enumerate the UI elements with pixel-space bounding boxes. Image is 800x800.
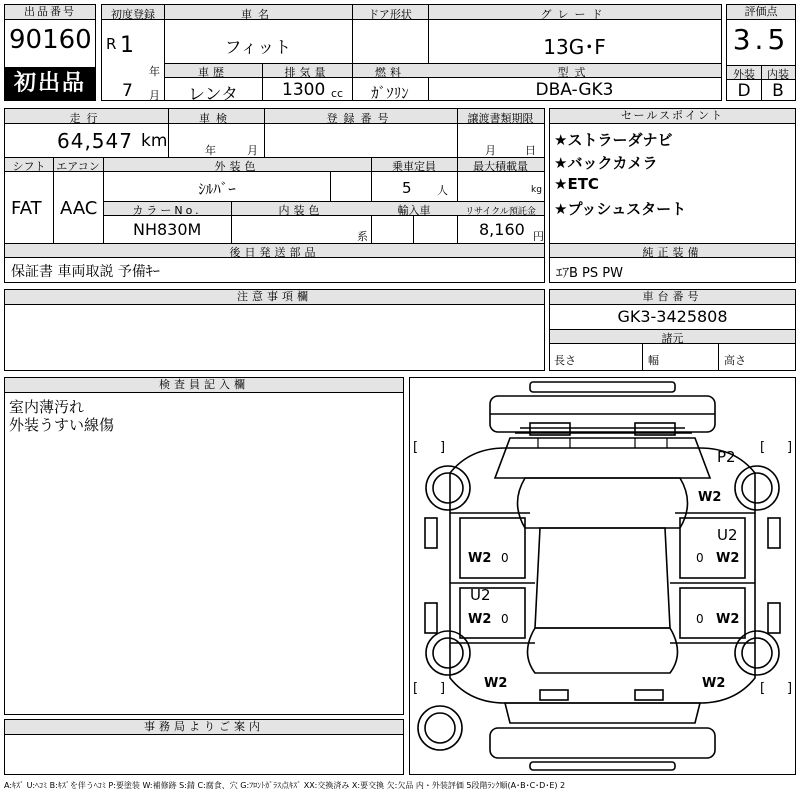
first-listing-badge: 初出品 xyxy=(5,67,95,100)
damage-mark-w2: W2 xyxy=(698,490,722,505)
model-code-label: 型式 xyxy=(557,66,592,79)
color-no-label: カラーNo. xyxy=(132,204,202,217)
mark-bracket-left-top: [ xyxy=(413,440,419,455)
damage-mark-zero: 0 xyxy=(501,612,509,626)
displacement-unit: cc xyxy=(331,87,344,100)
damage-mark-p2: P2 xyxy=(717,448,736,466)
lot-number-label: 出品番号 xyxy=(5,5,95,20)
inspector-line: 外装うすい線傷 xyxy=(9,416,115,434)
inspection-month-unit: 月 xyxy=(247,144,258,157)
legend-text: A:ｷｽﾞ U:ﾍｺﾐ B:ｷｽﾞを伴うﾍｺﾐ P:要塗装 W:補修跡 S:錆 C:腐食、穴 G:ﾌﾛﾝﾄｶﾞﾗｽ点ｷｽﾞ XX:交換済み X:要交換 欠:欠品 内・外装評価 5段階ﾗﾝｸ順(A･B･C･D･E) 2 xyxy=(4,781,566,790)
exterior-color: ｼﾙﾊﾞｰ xyxy=(198,180,236,198)
sales-point-item: ★ETC xyxy=(554,175,599,193)
sales-points-box xyxy=(549,108,796,283)
vehicle-info-table xyxy=(101,4,722,105)
history-label: 車歴 xyxy=(198,66,228,79)
inspector-label: 検査員記入欄 xyxy=(5,378,403,393)
lot-number-box xyxy=(4,4,96,101)
car-name-label: 車名 xyxy=(241,8,275,21)
exterior-score: D xyxy=(737,81,751,101)
damage-mark-zero: 0 xyxy=(696,551,704,565)
later-parts: 保証書 車両取説 予備ｷｰ xyxy=(11,264,160,280)
genuine-equipment: ｴｱB PS PW xyxy=(556,266,623,281)
mark-bracket-right-top-close: ] xyxy=(787,440,793,455)
mark-bracket-right-top: [ xyxy=(760,440,766,455)
import-label: 輸入車 xyxy=(397,204,431,217)
length-label: 長さ xyxy=(554,354,576,367)
mileage: 64,547 xyxy=(57,129,133,153)
damage-mark-w2: W2 xyxy=(468,551,492,566)
max-load-unit: kg xyxy=(531,185,542,195)
inspection-year-unit: 年 xyxy=(205,144,216,157)
damage-mark-w2: W2 xyxy=(716,612,740,627)
transfer-day-unit: 日 xyxy=(525,144,536,157)
damage-mark-zero: 0 xyxy=(501,551,509,565)
mileage-unit: km xyxy=(141,131,168,151)
later-parts-label: 後日発送部品 xyxy=(229,246,320,259)
displacement-label: 排気量 xyxy=(284,66,330,79)
damage-mark-w2: W2 xyxy=(484,676,508,691)
damage-mark-u2: U2 xyxy=(717,526,738,544)
inspector-line: 室内薄汚れ xyxy=(9,398,85,416)
interior-color-unit: 系 xyxy=(357,230,368,243)
reg-number-label: 登録番号 xyxy=(326,112,395,125)
vehicle-history: レンタ xyxy=(188,85,238,105)
displacement: 1300 xyxy=(282,80,326,100)
chassis-number: GK3-3425808 xyxy=(617,307,728,326)
office-label: 事務局よりご案内 xyxy=(5,720,403,735)
registration-year: 1 xyxy=(120,33,134,58)
damage-mark-w2: W2 xyxy=(468,612,492,627)
mileage-label: 走行 xyxy=(69,112,104,125)
inspection-label: 車検 xyxy=(199,112,233,125)
shift-label: シフト xyxy=(12,160,46,173)
exterior-color-label: 外装色 xyxy=(214,160,260,173)
aircon-type: AAC xyxy=(60,198,98,219)
sales-points-label: セールスポイント xyxy=(550,109,795,124)
car-name: フィット xyxy=(224,38,292,58)
max-load-label: 最大積載量 xyxy=(473,160,528,173)
lot-number: 90160 xyxy=(9,25,92,55)
fuel-label: 燃料 xyxy=(375,66,405,79)
inspector-box xyxy=(4,377,404,715)
capacity-label: 乗車定員 xyxy=(392,160,436,173)
damage-mark-u2: U2 xyxy=(470,586,491,604)
sales-point-item: ★バックカメラ xyxy=(554,154,658,172)
registration-era: R xyxy=(106,35,117,53)
score-box xyxy=(726,4,796,101)
car-damage-diagram xyxy=(409,377,796,775)
registration-year-unit: 年 xyxy=(149,65,160,78)
damage-mark-zero: 0 xyxy=(696,612,704,626)
transfer-month-unit: 月 xyxy=(485,144,496,157)
mark-bracket-left-bottom: [ xyxy=(413,681,419,696)
notes-label: 注意事項欄 xyxy=(5,290,544,305)
chassis-label: 車台番号 xyxy=(550,290,795,305)
sales-point-item: ★プッシュスタート xyxy=(554,200,687,218)
notes-box xyxy=(4,289,545,371)
fuel-type: ｶﾞｿﾘﾝ xyxy=(371,84,409,102)
registration-month-unit: 月 xyxy=(149,89,160,102)
score-label: 評価点 xyxy=(727,5,795,20)
recycle-fee-unit: 円 xyxy=(533,230,544,243)
door-label: ドア形状 xyxy=(368,8,412,21)
capacity-unit: 人 xyxy=(437,184,448,197)
aircon-label: エアコン xyxy=(56,160,100,173)
car-outline-graphic xyxy=(410,378,795,774)
model-code: DBA-GK3 xyxy=(535,80,614,100)
damage-mark-w2: W2 xyxy=(702,676,726,691)
mark-bracket-right-bottom: [ xyxy=(760,681,766,696)
dimensions-label: 諸元 xyxy=(661,332,684,345)
capacity: 5 xyxy=(402,179,412,197)
registration-label: 初度登録 xyxy=(111,8,155,21)
interior-color-label: 内装色 xyxy=(278,204,324,217)
mileage-equipment-table xyxy=(4,108,545,283)
color-number: NH830M xyxy=(133,220,202,239)
registration-month: 7 xyxy=(122,81,133,101)
sales-point-item: ★ストラーダナビ xyxy=(554,131,673,149)
mark-bracket-left-bottom-close: ] xyxy=(440,681,446,696)
mark-bracket-right-bottom-close: ] xyxy=(787,681,793,696)
shift-type: FAT xyxy=(11,198,42,219)
overall-score: 3.5 xyxy=(732,23,790,56)
interior-score-label: 内装 xyxy=(767,68,789,81)
genuine-equipment-label: 純正装備 xyxy=(642,246,703,259)
mark-bracket-left-top-close: ] xyxy=(440,440,446,455)
damage-mark-w2: W2 xyxy=(716,551,740,566)
grade: 13G･F xyxy=(543,35,606,59)
chassis-box xyxy=(549,289,796,371)
recycle-label: リサイクル預託金 xyxy=(465,207,536,217)
exterior-score-label: 外装 xyxy=(733,68,755,81)
recycle-fee: 8,160 xyxy=(479,220,525,239)
office-box xyxy=(4,719,404,775)
interior-score: B xyxy=(772,81,784,101)
grade-label: グレード xyxy=(540,8,609,21)
width-label: 幅 xyxy=(648,354,659,367)
height-label: 高さ xyxy=(724,354,746,367)
transfer-label: 譲渡書類期限 xyxy=(467,112,534,125)
